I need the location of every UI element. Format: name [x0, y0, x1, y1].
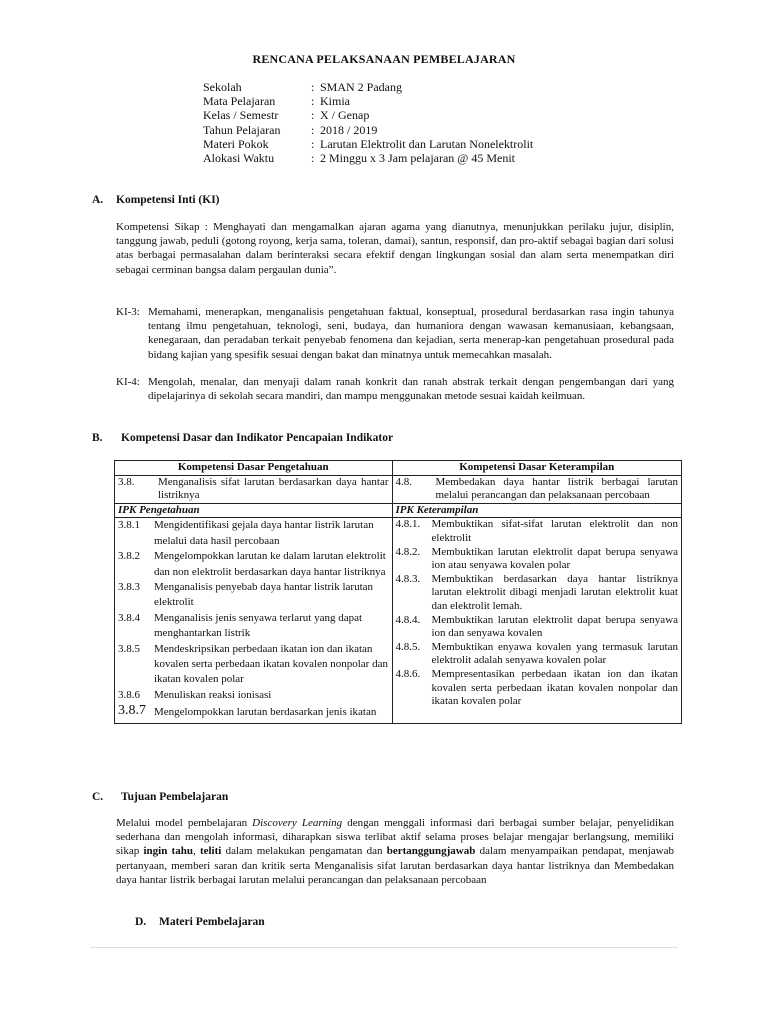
- section-d-heading: Materi Pembelajaran: [159, 916, 265, 928]
- ipk-text: Mendeskripsikan perbedaan ikatan ion dan ikatan kovalen serta perbedaan ikatan kovalen nonpolar dan ikatan kovalen polar: [154, 642, 388, 686]
- section-a-heading: Kompetensi Inti (KI): [116, 194, 220, 206]
- kd-number: 4.8.: [395, 475, 412, 488]
- ipk-text: Menuliskan reaksi ionisasi: [154, 688, 272, 701]
- section-c-heading: Tujuan Pembelajaran: [121, 791, 229, 803]
- info-value: SMAN 2 Padang: [320, 80, 403, 94]
- ipk-number: 3.8.4: [118, 611, 140, 624]
- ipk-item: [396, 546, 679, 573]
- info-label: Mata Pelajaran: [203, 94, 276, 109]
- ipk-number: 3.8.7: [118, 703, 146, 719]
- ipk-text: Mempresentasikan perbedaan ikatan ion dan ikatan kovalen serta perbedaan ikatan kovalen nonpolar dan ikatan kovalen polar: [431, 667, 678, 708]
- tujuan-text: dalam melakukan pengamatan dan: [221, 845, 387, 858]
- info-label: Tahun Pelajaran: [203, 122, 281, 137]
- ipk-pengetahuan-cell: [115, 518, 393, 723]
- ipk-item: [118, 703, 389, 720]
- section-b-letter: B.: [92, 432, 103, 444]
- kd-row: [115, 475, 682, 503]
- ki4-label: KI-4:: [116, 376, 140, 388]
- ipk-item: [118, 518, 389, 549]
- ki3-label: KI-3:: [116, 306, 140, 318]
- ipk-number: 3.8.3: [118, 581, 140, 593]
- ipk-text: Membuktikan larutan elektrolit dapat berupa senyawa ion atau senyawa kovalen polar: [431, 545, 678, 572]
- kd-item: [396, 476, 679, 503]
- ipk-text: Membuktikan berdasarkan daya hantar listriknya larutan elektrolit dibagi menjadi larutan elektrolit kuat dan elektrolit lemah.: [431, 572, 678, 612]
- kd-text: Membedakan daya hantar listrik berbagai larutan melalui perancangan dan pelaksanaan percobaan: [435, 475, 678, 502]
- info-value: Larutan Elektrolit dan Larutan Nonelektrolit: [320, 136, 534, 151]
- section-a-letter: A.: [92, 194, 104, 206]
- ipk-keterampilan-header: IPK Keterampilan: [392, 503, 682, 518]
- ipk-item: [118, 611, 389, 642]
- ipk-item: [118, 642, 389, 688]
- attitude-term: teliti: [199, 845, 222, 858]
- info-row: [203, 123, 533, 137]
- ipk-number: 4.8.3.: [395, 572, 421, 585]
- tujuan-text: dengan menggali informasi dari berbagai sumber belajar, penyelidikan sederhana dan mengolah informasi, diharapkan siswa terlibat aktif selama proses belajar mengajar berlangsung, memiliki sikap: [116, 817, 674, 858]
- ki4-text: Mengolah, menalar, dan menyaji dalam ranah konkrit dan ranah abstrak terkait dengan pengembangan dari yang dipelajarinya di sekolah secara mandiri, dan mampu menggunakan metode sesuai kaidah keilmuan.: [148, 376, 674, 403]
- ipk-number: 3.8.1: [118, 519, 140, 532]
- page-divider: [90, 947, 678, 948]
- ipk-number: 4.8.6.: [395, 667, 421, 680]
- ipk-item: [118, 580, 389, 611]
- info-row: [203, 108, 533, 122]
- column-header-pengetahuan: Kompetensi Dasar Pengetahuan: [115, 461, 393, 476]
- ipk-text: Mengidentifikasi gejala daya hantar listrik larutan melalui data hasil percobaan: [154, 519, 374, 547]
- table-header-row: [115, 461, 682, 476]
- ipk-text: Menganalisis jenis senyawa terlarut yang dapat menghantarkan listrik: [154, 611, 363, 640]
- ipk-item: [396, 614, 679, 641]
- info-colon: :: [311, 108, 315, 123]
- attitude-term: ingin tahu: [143, 845, 193, 858]
- ipk-text: Menganalisis penyebab daya hantar listrik larutan elektrolit: [154, 581, 374, 609]
- info-value: Kimia: [320, 94, 350, 109]
- ki3-text: Memahami, menerapkan, menganalisis pengetahuan faktual, konseptual, prosedural berdasarkan rasa ingin tahunya tentang ilmu pengetahuan, teknologi, seni, budaya, dan humaniora dengan wawasan kemanusiaan, kebangsaan, kenegaraan, dan peradaban terkait penyebab fenomena dan kejadian, serta menerap-kan pengetahuan prosedural pada bidang kajian yang spesifik sesuai dengan bakat dan minatnya untuk memecahkan masalah.: [148, 306, 674, 361]
- info-label: Sekolah: [203, 80, 242, 94]
- ipk-item: [396, 518, 679, 545]
- ipk-text: Mengelompokkan larutan ke dalam larutan elektrolit dan non elektrolit berdasarkan daya hantar listriknya: [154, 550, 386, 578]
- info-row: [203, 137, 533, 151]
- info-row: [203, 80, 533, 94]
- attitude-term: bertanggungjawab: [386, 845, 476, 858]
- ipk-number: 4.8.5.: [395, 640, 421, 653]
- info-value: 2018 / 2019: [320, 122, 378, 137]
- ipk-row: [115, 518, 682, 723]
- ipk-pengetahuan-header: IPK Pengetahuan: [115, 503, 393, 518]
- info-colon: :: [311, 122, 315, 137]
- info-colon: :: [311, 136, 315, 151]
- kompetensi-dasar-table: [114, 460, 682, 724]
- ipk-number: 4.8.1.: [395, 518, 421, 531]
- kd-number: 3.8.: [118, 475, 135, 488]
- info-value: X / Genap: [320, 108, 370, 123]
- ipk-number: 3.8.6: [118, 688, 140, 701]
- ipk-item: [396, 668, 679, 709]
- kd-item: [118, 476, 389, 503]
- ipk-text: Mengelompokkan larutan berdasarkan jenis ikatan: [154, 706, 377, 719]
- tujuan-pembelajaran-paragraph: [116, 816, 674, 887]
- kd-text: Menganalisis sifat larutan berdasarkan daya hantar listriknya: [158, 475, 389, 502]
- ipk-item: [396, 573, 679, 614]
- info-row: [203, 94, 533, 108]
- section-d-letter: D.: [135, 916, 147, 928]
- ipk-keterampilan-cell: [392, 518, 682, 723]
- column-header-keterampilan: Kompetensi Dasar Keterampilan: [392, 461, 682, 476]
- ipk-header-row: [115, 503, 682, 518]
- info-colon: :: [311, 80, 315, 94]
- ipk-number: 3.8.5: [118, 642, 140, 655]
- ipk-text: Membuktikan larutan elektrolit dapat berupa senyawa ion dan senyawa kovalen: [431, 613, 678, 640]
- identity-block: [203, 80, 533, 165]
- info-value: 2 Minggu x 3 Jam pelajaran @ 45 Menit: [320, 151, 516, 166]
- ipk-number: 4.8.4.: [395, 613, 421, 626]
- section-b-heading: Kompetensi Dasar dan Indikator Pencapaian Indikator: [121, 432, 394, 444]
- model-name: Discovery Learning: [252, 817, 343, 829]
- kd-pengetahuan-cell: [115, 475, 393, 503]
- info-label: Kelas / Semestr: [203, 108, 279, 123]
- ipk-number: 3.8.2: [118, 550, 140, 563]
- document-title: RENCANA PELAKSANAAN PEMBELAJARAN: [252, 52, 516, 66]
- info-label: Alokasi Waktu: [203, 151, 275, 166]
- ipk-item: [396, 641, 679, 668]
- ki4-block: [116, 375, 674, 403]
- ipk-item: [118, 688, 389, 703]
- ipk-text: Membuktikan enyawa kovalen yang termasuk larutan elektrolit adalah senyawa kovalen polar: [431, 640, 678, 667]
- tujuan-text: ,: [192, 845, 200, 858]
- ki3-block: [116, 305, 674, 362]
- section-c-letter: C.: [92, 791, 104, 803]
- info-colon: :: [311, 151, 315, 166]
- info-label: Materi Pokok: [203, 136, 269, 151]
- info-colon: :: [311, 94, 315, 109]
- ipk-item: [118, 549, 389, 580]
- kompetensi-sikap-paragraph: Kompetensi Sikap : Menghayati dan mengamalkan ajaran agama yang dianutnya, menunjukkan perilaku jujur, disiplin, tanggung jawab, peduli (gotong royong, kerja sama, toleran, damai), santun, responsif, dan pro-aktif sebagai bagian dari solusi atas berbagai permasalahan dalam berinteraksi secara efektif dengan lingkungan sosial dan alam serta menempatkan diri sebagai cerminan bangsa dalam pergaulan dunia”.: [116, 221, 674, 276]
- kd-keterampilan-cell: [392, 475, 682, 503]
- info-row: [203, 151, 533, 165]
- tujuan-text: dalam menyampaikan pendapat, menjawab pertanyaan, memberi saran dan kritik serta Menganalisis sifat larutan berdasarkan daya hantar listriknya dan Membedakan daya hantar listrik berbagai larutan melalui perancangan dan pelaksanaan percobaan: [116, 845, 675, 886]
- tujuan-text: Melalui model pembelajaran: [116, 817, 253, 829]
- ipk-number: 4.8.2.: [395, 545, 421, 558]
- ipk-text: Membuktikan sifat-sifat larutan elektrolit dan non elektrolit: [431, 518, 678, 544]
